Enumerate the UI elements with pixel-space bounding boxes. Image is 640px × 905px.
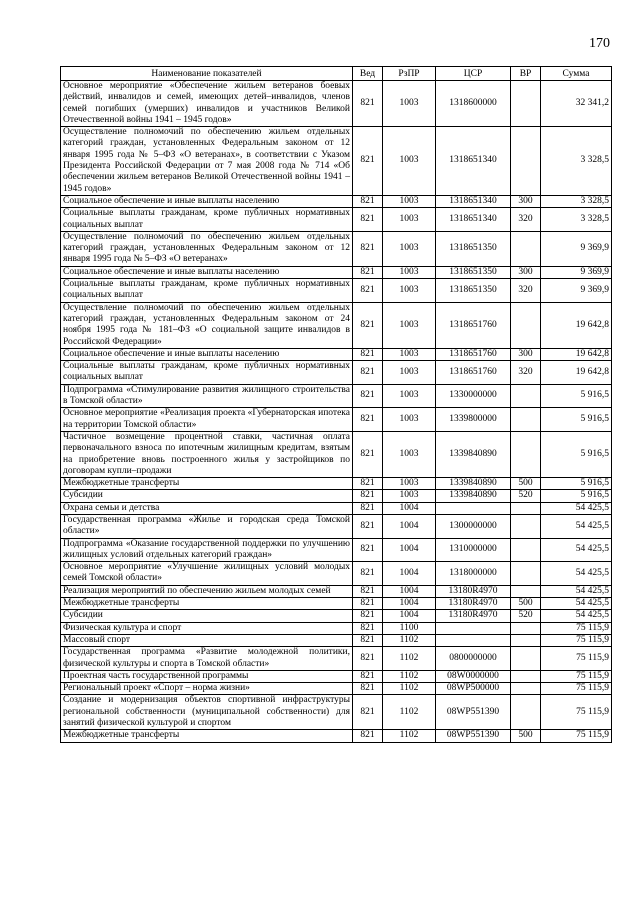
cell-vr [511,695,541,730]
cell-csr: 1318651760 [436,361,511,385]
cell-sum: 9 369,9 [541,231,612,266]
cell-name: Региональный проект «Спорт – норма жизни» [61,683,353,695]
cell-rzpr: 1004 [383,562,436,586]
table-row [61,231,612,266]
page-number: 170 [589,36,610,51]
cell-ved: 821 [353,266,383,278]
cell-vr [511,670,541,682]
cell-ved: 821 [353,81,383,127]
cell-vr [511,302,541,348]
cell-csr: 1318651350 [436,279,511,303]
cell-rzpr: 1004 [383,514,436,538]
cell-sum: 75 115,9 [541,730,612,742]
cell-rzpr: 1102 [383,695,436,730]
table-row [61,266,612,278]
cell-name: Охрана семьи и детства [61,502,353,514]
cell-sum: 5 916,5 [541,384,612,408]
budget-table [60,66,612,743]
cell-csr: 1318651760 [436,348,511,360]
cell-rzpr: 1003 [383,408,436,432]
cell-csr: 1318651760 [436,302,511,348]
cell-ved: 821 [353,562,383,586]
cell-ved: 821 [353,730,383,742]
cell-csr: 1339840890 [436,478,511,490]
cell-csr: 0800000000 [436,647,511,671]
cell-rzpr: 1004 [383,502,436,514]
cell-vr [511,231,541,266]
cell-name: Социальные выплаты гражданам, кроме публичных нормативных социальных выплат [61,208,353,232]
column-header-name: Наименование показателей [61,67,353,81]
cell-csr: 08WP551390 [436,695,511,730]
table-row [61,195,612,207]
cell-ved: 821 [353,279,383,303]
cell-name: Государственная программа «Развитие молодежной политики, физической культуры и спорта в Томской области» [61,647,353,671]
cell-csr: 13180R4970 [436,598,511,610]
cell-rzpr: 1003 [383,231,436,266]
cell-sum: 3 328,5 [541,208,612,232]
cell-sum: 19 642,8 [541,302,612,348]
cell-rzpr: 1004 [383,598,436,610]
table-row [61,279,612,303]
table-row [61,208,612,232]
cell-ved: 821 [353,622,383,634]
table-row [61,730,612,742]
cell-ved: 821 [353,585,383,597]
table-row [61,361,612,385]
cell-ved: 821 [353,431,383,477]
cell-name: Субсидии [61,610,353,622]
cell-name: Частичное возмещение процентной ставки, частичная оплата первоначального взноса по ипотечным жилищным кредитам, взятым на приобретение вновь построенного жилья у застройщиков по договорам купли–продажи [61,431,353,477]
cell-rzpr: 1003 [383,431,436,477]
cell-ved: 821 [353,695,383,730]
cell-vr: 500 [511,598,541,610]
table-row [61,431,612,477]
cell-vr: 320 [511,279,541,303]
cell-vr: 300 [511,348,541,360]
table-row [61,384,612,408]
cell-vr [511,408,541,432]
cell-vr [511,562,541,586]
column-header-csr: ЦСР [436,67,511,81]
table-row [61,562,612,586]
cell-name: Подпрограмма «Стимулирование развития жилищного строительства в Томской области» [61,384,353,408]
cell-csr: 13180R4970 [436,610,511,622]
cell-ved: 821 [353,538,383,562]
cell-rzpr: 1004 [383,610,436,622]
table-row [61,634,612,646]
cell-name: Создание и модернизация объектов спортивной инфраструктуры региональной собственности (муниципальной собственности) для занятий физической культурой и спортом [61,695,353,730]
cell-sum: 54 425,5 [541,538,612,562]
cell-csr [436,622,511,634]
column-header-vr: ВР [511,67,541,81]
cell-name: Основное мероприятие «Реализация проекта «Губернаторская ипотека на территории Томской области» [61,408,353,432]
cell-csr: 1318651340 [436,208,511,232]
cell-sum: 9 369,9 [541,279,612,303]
table-row [61,683,612,695]
table-header-row [61,67,612,81]
cell-rzpr: 1003 [383,195,436,207]
cell-sum: 54 425,5 [541,502,612,514]
cell-ved: 821 [353,384,383,408]
cell-sum: 75 115,9 [541,647,612,671]
cell-rzpr: 1102 [383,730,436,742]
cell-name: Межбюджетные трансферты [61,730,353,742]
table-row [61,622,612,634]
cell-ved: 821 [353,490,383,502]
cell-vr [511,431,541,477]
cell-sum: 5 916,5 [541,478,612,490]
cell-vr: 300 [511,266,541,278]
table-row [61,610,612,622]
cell-sum: 54 425,5 [541,610,612,622]
table-row [61,585,612,597]
cell-csr: 08WP551390 [436,730,511,742]
cell-rzpr: 1003 [383,81,436,127]
cell-csr: 13180R4970 [436,585,511,597]
table-row [61,647,612,671]
cell-ved: 821 [353,348,383,360]
cell-sum: 5 916,5 [541,490,612,502]
cell-sum: 75 115,9 [541,695,612,730]
cell-sum: 54 425,5 [541,585,612,597]
cell-csr: 1339800000 [436,408,511,432]
cell-name: Физическая культура и спорт [61,622,353,634]
cell-sum: 54 425,5 [541,514,612,538]
cell-rzpr: 1003 [383,348,436,360]
table-row [61,502,612,514]
cell-ved: 821 [353,231,383,266]
cell-name: Субсидии [61,490,353,502]
cell-csr [436,634,511,646]
table-row [61,598,612,610]
cell-sum: 75 115,9 [541,634,612,646]
cell-vr: 320 [511,208,541,232]
cell-vr: 520 [511,610,541,622]
cell-vr [511,514,541,538]
cell-sum: 5 916,5 [541,431,612,477]
cell-name: Государственная программа «Жилье и городская среда Томской области» [61,514,353,538]
cell-rzpr: 1003 [383,384,436,408]
cell-name: Осуществление полномочий по обеспечению жильем отдельных категорий граждан, установленных Федеральным законом от 24 ноября 1995 года № 181–ФЗ «О социальной защите инвалидов в Российской Федерации» [61,302,353,348]
cell-vr [511,622,541,634]
cell-ved: 821 [353,670,383,682]
cell-name: Социальные выплаты гражданам, кроме публичных нормативных социальных выплат [61,279,353,303]
cell-rzpr: 1004 [383,585,436,597]
cell-rzpr: 1003 [383,127,436,196]
cell-vr: 520 [511,490,541,502]
cell-csr: 1318600000 [436,81,511,127]
table-row [61,670,612,682]
cell-rzpr: 1003 [383,279,436,303]
table-row [61,478,612,490]
cell-vr: 320 [511,361,541,385]
table-row [61,348,612,360]
cell-sum: 3 328,5 [541,195,612,207]
table-row [61,81,612,127]
cell-sum: 3 328,5 [541,127,612,196]
cell-sum: 75 115,9 [541,670,612,682]
cell-csr: 1330000000 [436,384,511,408]
cell-rzpr: 1003 [383,302,436,348]
cell-csr: 1300000000 [436,514,511,538]
cell-csr: 1339840890 [436,431,511,477]
cell-name: Основное мероприятие «Обеспечение жильем ветеранов боевых действий, инвалидов и семей, имеющих детей–инвалидов, членов семей погибших (умерших) инвалидов и участников Великой Отечественной войны 1941 – 1945 годов» [61,81,353,127]
cell-name: Проектная часть государственной программы [61,670,353,682]
cell-vr [511,81,541,127]
cell-name: Социальное обеспечение и иные выплаты населению [61,195,353,207]
cell-csr: 08WP500000 [436,683,511,695]
cell-csr: 1318651340 [436,195,511,207]
cell-vr: 300 [511,195,541,207]
table-row [61,695,612,730]
cell-rzpr: 1102 [383,634,436,646]
cell-csr: 1310000000 [436,538,511,562]
cell-rzpr: 1100 [383,622,436,634]
cell-name: Межбюджетные трансферты [61,598,353,610]
cell-rzpr: 1003 [383,361,436,385]
cell-name: Социальное обеспечение и иные выплаты населению [61,348,353,360]
cell-sum: 9 369,9 [541,266,612,278]
cell-vr [511,502,541,514]
cell-ved: 821 [353,361,383,385]
cell-sum: 75 115,9 [541,622,612,634]
cell-sum: 19 642,8 [541,348,612,360]
table-row [61,490,612,502]
cell-sum: 5 916,5 [541,408,612,432]
column-header-rzpr: РзПР [383,67,436,81]
table-row [61,302,612,348]
cell-ved: 821 [353,610,383,622]
cell-ved: 821 [353,478,383,490]
cell-ved: 821 [353,514,383,538]
cell-csr: 1318651350 [436,266,511,278]
cell-rzpr: 1102 [383,670,436,682]
cell-rzpr: 1003 [383,266,436,278]
cell-rzpr: 1003 [383,478,436,490]
cell-name: Осуществление полномочий по обеспечению жильем отдельных категорий граждан, установленных Федеральным законом от 12 января 1995 года № 5–ФЗ «О ветеранах» [61,231,353,266]
cell-rzpr: 1102 [383,647,436,671]
cell-name: Осуществление полномочий по обеспечению жильем отдельных категорий граждан, установленных Федеральным законом от 12 января 1995 года № 5–ФЗ «О ветеранах», в соответствии с Указом Президента Российской Федерации от 7 мая 2008 года № 714 «Об обеспечении жильем ветеранов Великой Отечественной войны 1941 – 1945 годов» [61,127,353,196]
column-header-sum: Сумма [541,67,612,81]
cell-name: Массовый спорт [61,634,353,646]
column-header-ved: Вед [353,67,383,81]
cell-name: Реализация мероприятий по обеспечению жильем молодых семей [61,585,353,597]
cell-sum: 54 425,5 [541,598,612,610]
cell-rzpr: 1004 [383,538,436,562]
cell-vr [511,585,541,597]
cell-ved: 821 [353,598,383,610]
table-row [61,408,612,432]
cell-ved: 821 [353,127,383,196]
cell-ved: 821 [353,195,383,207]
table-row [61,127,612,196]
cell-vr: 500 [511,478,541,490]
cell-ved: 821 [353,302,383,348]
cell-rzpr: 1003 [383,490,436,502]
cell-csr: 08W0000000 [436,670,511,682]
table-row [61,514,612,538]
cell-name: Межбюджетные трансферты [61,478,353,490]
cell-ved: 821 [353,208,383,232]
cell-rzpr: 1102 [383,683,436,695]
cell-vr [511,647,541,671]
cell-csr [436,502,511,514]
cell-name: Социальные выплаты гражданам, кроме публичных нормативных социальных выплат [61,361,353,385]
cell-ved: 821 [353,683,383,695]
cell-vr [511,538,541,562]
cell-ved: 821 [353,634,383,646]
cell-vr [511,384,541,408]
cell-name: Основное мероприятие «Улучшение жилищных условий молодых семей Томской области» [61,562,353,586]
cell-rzpr: 1003 [383,208,436,232]
cell-name: Социальное обеспечение и иные выплаты населению [61,266,353,278]
cell-vr [511,683,541,695]
cell-sum: 32 341,2 [541,81,612,127]
cell-ved: 821 [353,647,383,671]
cell-name: Подпрограмма «Оказание государственной поддержки по улучшению жилищных условий отдельных категорий граждан» [61,538,353,562]
cell-ved: 821 [353,408,383,432]
cell-csr: 1318651340 [436,127,511,196]
cell-vr: 500 [511,730,541,742]
cell-sum: 54 425,5 [541,562,612,586]
cell-sum: 19 642,8 [541,361,612,385]
cell-sum: 75 115,9 [541,683,612,695]
table-row [61,538,612,562]
cell-ved: 821 [353,502,383,514]
cell-csr: 1318000000 [436,562,511,586]
cell-vr [511,634,541,646]
cell-csr: 1339840890 [436,490,511,502]
cell-vr [511,127,541,196]
table-body [61,81,612,743]
cell-csr: 1318651350 [436,231,511,266]
